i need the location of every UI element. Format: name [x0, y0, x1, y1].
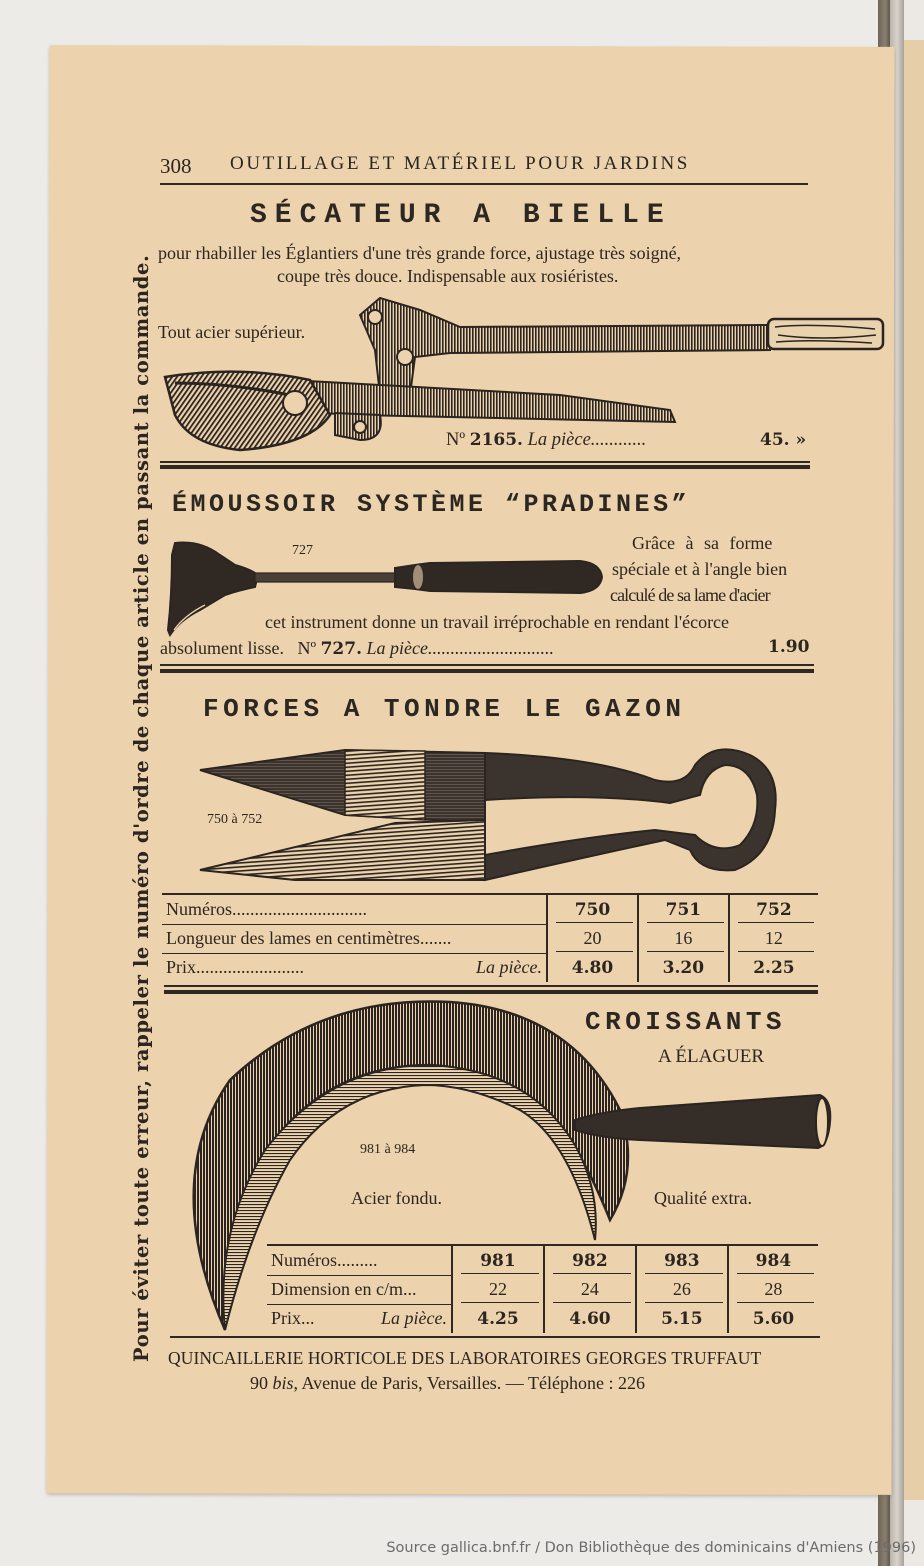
section-rule-3a	[164, 985, 818, 987]
prix-label: Prix........................	[166, 957, 305, 978]
header-rule	[160, 183, 808, 185]
secateur-note: Tout acier supérieur.	[158, 322, 306, 342]
cell-price-981: 4.25	[452, 1304, 544, 1333]
cell-price-982: 4.60	[544, 1304, 636, 1333]
item-prefix: Nº	[446, 430, 466, 450]
source-credit: Source gallica.bnf.fr / Don Bibliothèque des dominicains d'Amiens (1996)	[386, 1540, 916, 1556]
section-title-croissants: CROISSANTS	[585, 1007, 787, 1037]
secateur-description-line2: coupe très douce. Indispensable aux rosiéristes.	[277, 266, 619, 286]
section-title-emoussoir: ÉMOUSSOIR SYSTÈME “PRADINES”	[172, 490, 691, 519]
secateur-price: 45. »	[760, 430, 807, 450]
cell-dimension-981: 22	[452, 1275, 544, 1304]
row-label-numbers: Numéros..............................	[162, 895, 547, 924]
cell-number-983: 983	[636, 1246, 728, 1275]
table-row-prices	[267, 1304, 818, 1333]
section-title-forces: FORCES A TONDRE LE GAZON	[203, 694, 686, 724]
cell-number-984: 984	[728, 1246, 818, 1275]
section-rule-3b	[164, 990, 818, 994]
item-number: 2165.	[469, 430, 523, 450]
cell-number-752: 752	[729, 895, 818, 924]
page-number: 308	[160, 154, 192, 178]
croissants-table-bottom-rule	[170, 1336, 820, 1338]
forces-price-table	[162, 895, 818, 982]
emoussoir-price: 1.90	[768, 637, 810, 657]
running-head	[160, 150, 810, 180]
emoussoir-text-line4: cet instrument donne un travail irréprochable en rendant l'écorce	[265, 612, 730, 632]
section-title-secateur: SÉCATEUR A BIELLE	[250, 200, 672, 231]
cell-length-750: 20	[547, 924, 638, 953]
running-title: OUTILLAGE ET MATÉRIEL POUR JARDINS	[230, 153, 690, 174]
cell-dimension-983: 26	[636, 1275, 728, 1304]
emoussoir-text-line3: calculé de sa lame d'acier	[610, 585, 770, 605]
emoussoir-figure-label: 727	[292, 543, 313, 558]
secateur-description-line1: pour rhabiller les Églantiers d'une très grande force, ajustage très soigné,	[158, 243, 682, 263]
croissants-note-right: Qualité extra.	[654, 1188, 752, 1208]
grass-shears-icon	[195, 745, 785, 885]
emoussoir-text-line5: absolument lisse.	[160, 638, 284, 658]
emoussoir-text-line1: Grâce à sa forme	[632, 533, 773, 553]
section-rule-2a	[160, 664, 814, 666]
row-label-prices	[162, 953, 547, 982]
cell-number-981: 981	[452, 1246, 544, 1275]
croissants-figure-label: 981 à 984	[360, 1142, 416, 1157]
table-row-numbers	[162, 895, 818, 924]
emoussoir-text-line2: spéciale et à l'angle bien	[612, 559, 788, 579]
croissants-price-table	[267, 1246, 818, 1333]
row-label-numbers: Numéros.........	[267, 1246, 452, 1275]
price-label: La pièce............................	[366, 638, 554, 658]
row-label-dimensions: Dimension en c/m...	[267, 1275, 452, 1304]
cell-length-751: 16	[638, 924, 729, 953]
next-page-edge	[904, 40, 924, 1500]
address-number: 90	[250, 1373, 268, 1393]
row-label-prices	[267, 1304, 452, 1333]
row-label-lengths: Longueur des lames en centimètres.......	[162, 924, 547, 953]
table-row-lengths	[162, 924, 818, 953]
table-row-prices	[162, 953, 818, 982]
cell-dimension-984: 28	[728, 1275, 818, 1304]
section-rule-1a	[160, 461, 810, 463]
cell-price-751: 3.20	[638, 953, 729, 982]
cell-number-982: 982	[544, 1246, 636, 1275]
price-label: La pièce............	[527, 430, 647, 450]
secateur-price-line	[446, 430, 646, 451]
cell-price-983: 5.15	[636, 1304, 728, 1333]
cell-length-752: 12	[729, 924, 818, 953]
cell-price-750: 4.80	[547, 953, 638, 982]
croissants-note-left: Acier fondu.	[351, 1188, 442, 1208]
price-suffix: La pièce.	[476, 957, 542, 978]
side-note: Pour éviter toute erreur, rappeler le numéro d'ordre de chaque article en passant la commande.	[130, 254, 153, 1362]
emoussoir-price-line	[160, 638, 554, 659]
footer-company: QUINCAILLERIE HORTICOLE DES LABORATOIRES GEORGES TRUFFAUT	[168, 1348, 762, 1368]
item-prefix: Nº	[297, 638, 317, 658]
cell-number-750: 750	[547, 895, 638, 924]
cell-price-984: 5.60	[752, 1308, 795, 1329]
cell-price-752: 2.25	[753, 957, 795, 978]
address-rest: , Avenue de Paris, Versailles. — Téléphone : 226	[293, 1373, 645, 1393]
footer-address	[250, 1373, 645, 1394]
section-rule-2b	[160, 669, 814, 673]
table-row-numbers	[267, 1246, 818, 1275]
item-number: 727.	[320, 639, 362, 659]
forces-figure-label: 750 à 752	[207, 812, 263, 827]
cell-dimension-982: 24	[544, 1275, 636, 1304]
address-bis: bis	[272, 1373, 294, 1393]
prix-label: Prix...	[271, 1308, 315, 1329]
croissants-subtitle: A ÉLAGUER	[658, 1046, 765, 1067]
cell-number-751: 751	[638, 895, 729, 924]
section-rule-1b	[160, 465, 810, 469]
price-suffix: La pièce.	[381, 1308, 447, 1329]
table-row-dimensions	[267, 1275, 818, 1304]
